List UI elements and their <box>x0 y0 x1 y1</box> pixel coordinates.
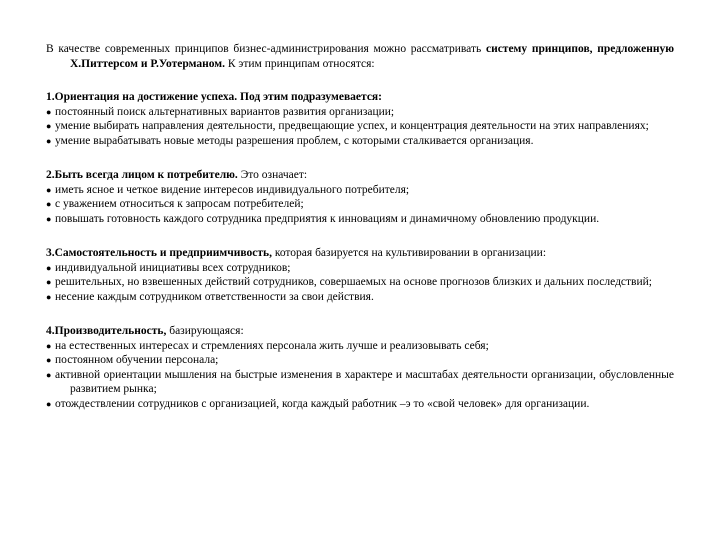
section-title-rest: которая базируется на культивировании в организации: <box>274 247 547 259</box>
principle-section-1 <box>46 90 674 148</box>
list-item <box>46 290 674 305</box>
bullet-icon <box>46 105 55 120</box>
list-item-text: с уважением относиться к запросам потребителей; <box>55 198 304 210</box>
list-item-text: на естественных интересах и стремлениях персонала жить лучше и реализовывать себя; <box>55 339 489 352</box>
bullet-icon <box>46 119 55 134</box>
list-item-text: отождествлении сотрудников с организацией, когда каждый работник –э то «свой человек» для организации. <box>55 397 590 410</box>
list-item-text: умение выбирать направления деятельности, предвещающие успех, и концентрация деятельности на этих направлениях; <box>55 120 649 132</box>
list-item <box>46 339 674 354</box>
principle-section-2 <box>46 168 674 226</box>
bullet-list <box>46 183 674 227</box>
list-item-text: индивидуальной инициативы всех сотрудников; <box>55 261 291 274</box>
intro-bold: систему принципов, предложенную Х.Питтерсом и Р.Уотерманом. <box>70 43 675 70</box>
principle-section-4 <box>46 324 674 411</box>
list-item <box>46 212 674 227</box>
bullet-icon <box>46 212 55 227</box>
bullet-icon <box>46 197 55 212</box>
bullet-icon <box>46 290 55 305</box>
intro-suffix: К этим принципам относятся: <box>227 57 375 70</box>
section-title: 2.Быть всегда лицом к потребителю. <box>46 169 238 181</box>
bullet-icon <box>46 183 55 198</box>
section-title: 1.Ориентация на достижение успеха. Под этим подразумевается: <box>46 91 382 103</box>
bullet-icon <box>46 261 55 276</box>
list-item-text: постоянном обучении персонала; <box>55 354 219 366</box>
list-item <box>46 397 674 412</box>
section-heading <box>46 324 674 339</box>
bullet-list <box>46 261 674 305</box>
list-item-text: умение вырабатывать новые методы разрешения проблем, с которыми сталкивается организация. <box>55 134 534 147</box>
intro-paragraph <box>46 42 674 71</box>
list-item <box>46 275 674 290</box>
list-item <box>46 119 674 134</box>
list-item <box>46 353 674 368</box>
list-item-text: активной ориентации мышления на быстрые изменения в характере и масштабах деятельности организации, обусловленные развитием рынка; <box>55 368 674 395</box>
list-item-text: постоянный поиск альтернативных вариантов развития организации; <box>55 105 395 118</box>
list-item <box>46 134 674 149</box>
list-item-text: иметь ясное и четкое видение интересов индивидуального потребителя; <box>55 183 410 196</box>
section-title: 3.Самостоятельность и предприимчивость, <box>46 247 272 259</box>
list-item <box>46 197 674 212</box>
section-heading <box>46 168 674 183</box>
section-title-rest: базирующаяся: <box>169 325 244 337</box>
bullet-icon <box>46 134 55 149</box>
list-item <box>46 368 674 397</box>
section-heading <box>46 90 674 105</box>
bullet-list <box>46 339 674 412</box>
list-item-text: несение каждым сотрудником ответственности за свои действия. <box>55 290 374 303</box>
principle-section-3 <box>46 246 674 304</box>
bullet-icon <box>46 275 55 290</box>
list-item-text: повышать готовность каждого сотрудника предприятия к инновациям и динамичному обновлению продукции. <box>55 212 600 225</box>
bullet-icon <box>46 368 55 383</box>
list-item-text: решительных, но взвешенных действий сотрудников, совершаемых на основе прогнозов близких и дальних последствий; <box>55 276 652 288</box>
list-item <box>46 105 674 120</box>
section-heading <box>46 246 674 261</box>
section-title: 4.Производительность, <box>46 325 167 337</box>
bullet-icon <box>46 353 55 368</box>
intro-prefix: В качестве современных принципов бизнес-администрирования можно рассматривать <box>46 43 482 55</box>
bullet-list <box>46 105 674 149</box>
bullet-icon <box>46 339 55 354</box>
bullet-icon <box>46 397 55 412</box>
list-item <box>46 261 674 276</box>
section-title-rest: Это означает: <box>240 169 308 181</box>
list-item <box>46 183 674 198</box>
